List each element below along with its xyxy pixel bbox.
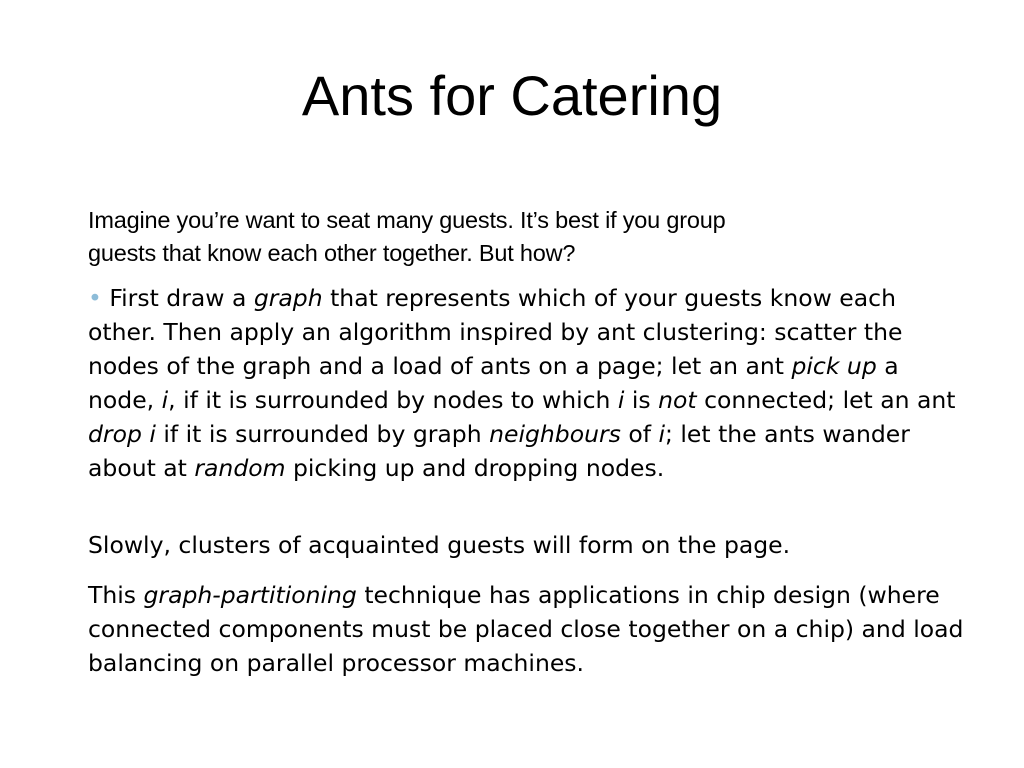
p1-text-1: First draw a bbox=[101, 284, 254, 312]
p1-emph-random: random bbox=[194, 454, 286, 482]
p1-text-10: picking up and dropping nodes. bbox=[285, 454, 665, 482]
slide-title: Ants for Catering bbox=[301, 64, 723, 127]
intro-line-2: guests that know each other together. But how? bbox=[88, 240, 576, 266]
p1-text-7: if it is surrounded by graph bbox=[155, 420, 490, 448]
intro-line-1: Imagine you’re want to seat many guests. It’s best if you group bbox=[88, 207, 726, 233]
p3-text-1: This bbox=[88, 581, 144, 609]
intro-text bbox=[88, 204, 948, 270]
p1-emph-drop-i: drop i bbox=[88, 420, 156, 448]
p1-text-5: is bbox=[624, 386, 659, 414]
bullet-icon: • bbox=[88, 284, 102, 312]
p1-emph-i-1: i bbox=[161, 386, 169, 414]
p1-emph-not: not bbox=[658, 386, 697, 414]
p1-text-4: , if it is surrounded by nodes to which bbox=[168, 386, 618, 414]
applications-paragraph bbox=[88, 578, 968, 680]
p3-emph-graph-partitioning: graph-partitioning bbox=[143, 581, 357, 609]
clusters-paragraph: Slowly, clusters of acquainted guests will form on the page. bbox=[88, 531, 791, 559]
p3-text-2: technique has applications in chip design (where connected components must be placed close together on a chip) and load balancing on parallel processor machines. bbox=[88, 581, 964, 677]
p1-text-2: that represents which of your guests know each other. Then apply an algorithm inspired by ant clustering: scatter the nodes of the graph and a load of ants on a page; let an ant bbox=[88, 284, 903, 380]
p1-emph-i-3: i bbox=[658, 420, 666, 448]
p1-emph-pick-up: pick up bbox=[791, 352, 877, 380]
p1-text-6: connected; let an ant bbox=[696, 386, 956, 414]
p1-text-3: a node, bbox=[88, 352, 899, 414]
bullet-paragraph bbox=[88, 281, 968, 485]
p1-emph-i-2: i bbox=[617, 386, 625, 414]
p1-text-8: of bbox=[620, 420, 659, 448]
p1-text-9: ; let the ants wander about at bbox=[88, 420, 910, 482]
p1-emph-neighbours: neighbours bbox=[489, 420, 621, 448]
p1-emph-graph: graph bbox=[253, 284, 323, 312]
